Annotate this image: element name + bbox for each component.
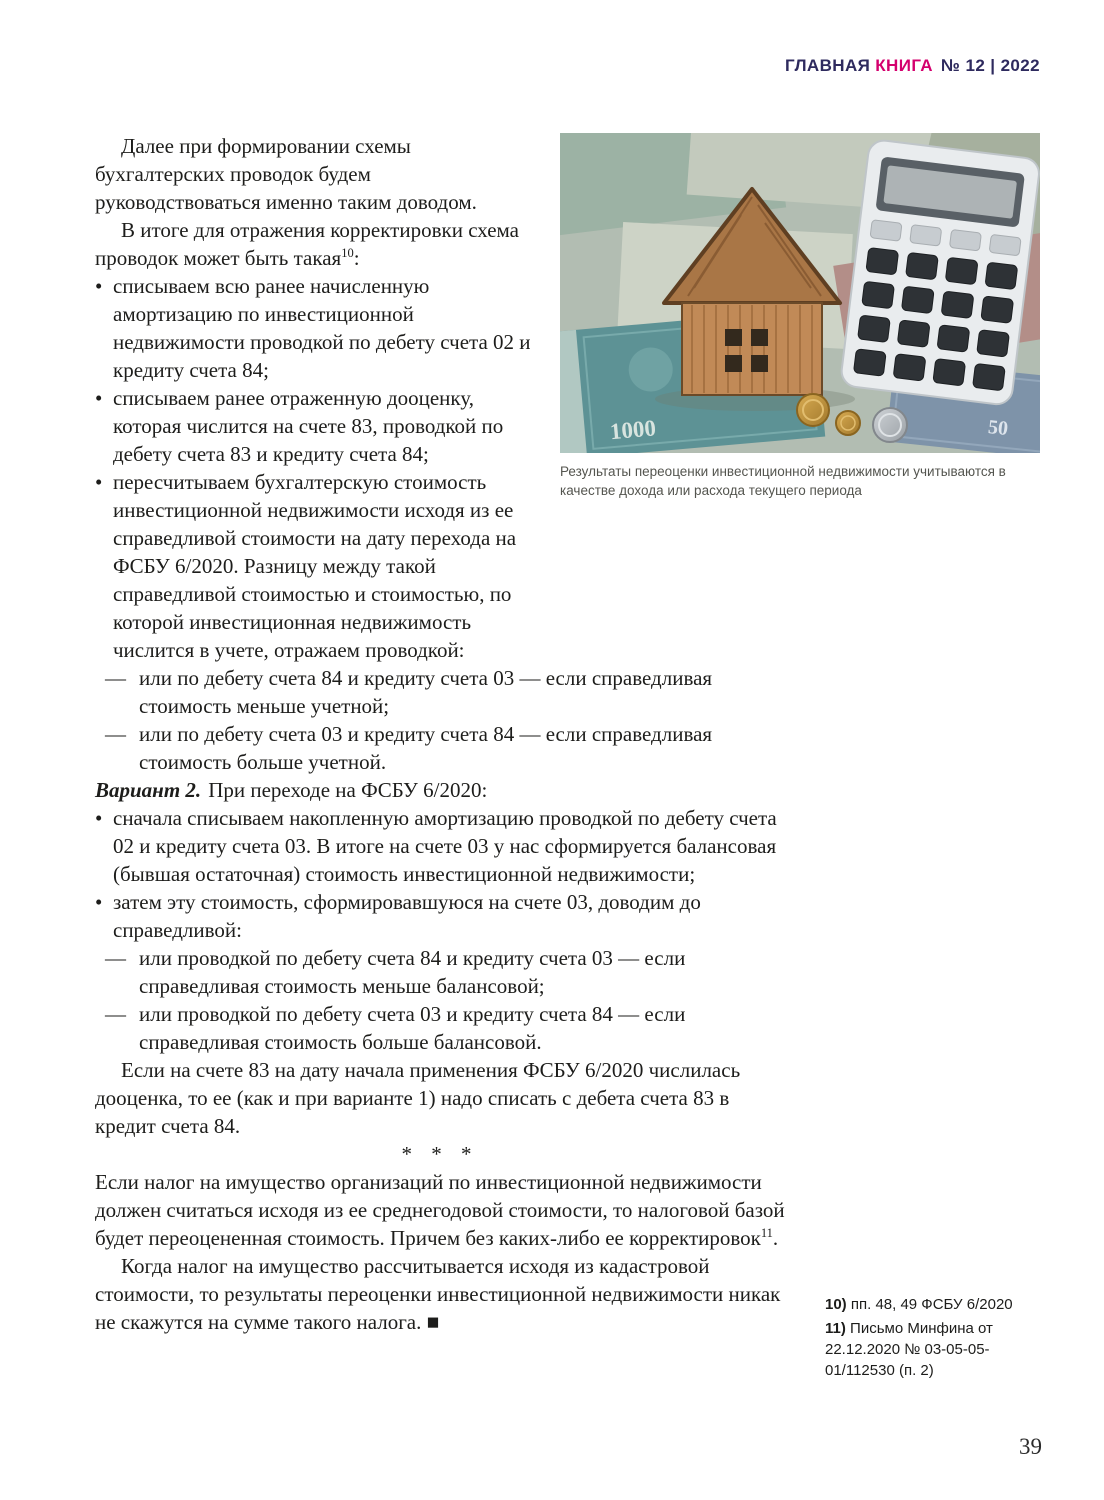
footnote-10 [825,1294,1025,1315]
dash-marker: — [105,722,126,746]
footnote-text: Письмо Минфина от 22.12.2020 № 03-05-05-01/112530 (п. 2) [825,1320,993,1379]
list-item-text: или проводкой по дебету счета 03 и кредиту счета 84 — если справедливая стоимость больше балансовой. [139,1002,686,1054]
photo-caption: Результаты переоценки инвестиционной недвижимости учитываются в качестве дохода или расхода текущего периода [560,464,1006,498]
list-item [95,804,785,888]
page-header [785,56,1040,76]
variant2-heading [95,776,785,804]
variant2-intro: При переходе на ФСБУ 6/2020: [208,778,488,802]
paragraph-closing-1 [95,1168,785,1252]
list-item-dash [95,944,785,1000]
calculator [840,139,1040,406]
issue-number: № 12 | 2022 [940,56,1040,75]
dash-marker: — [105,1002,126,1026]
list-item-text: списываем ранее отраженную дооценку, которая числится на счете 83, проводкой по дебету счета 83 и кредиту счета 84; [113,386,504,466]
footnotes [825,1294,1025,1384]
list-item [95,468,537,664]
paragraph-text: Если налог на имущество организаций по инвестиционной недвижимости должен считаться исходя из ее среднегодовой стоимости, то налоговой базой будет переоцененная стоимость. Причем без каких-либо ее корректировок [95,1170,785,1250]
list-item [95,888,785,944]
paragraph-closing-2: Когда налог на имущество рассчитывается исходя из кадастровой стоимости, то результаты переоценки инвестиционной недвижимости никак не скажутся на сумме такого налога. ■ [95,1254,781,1334]
dash-marker: — [105,666,126,690]
footnote-ref-10: 10 [341,246,354,260]
list-item-dash [95,720,785,776]
list-item [95,384,537,468]
page-number: 39 [1019,1434,1042,1459]
paragraph-punctuation: . [772,1226,779,1250]
paragraph-punctuation: : [353,246,360,270]
list-item-text: списываем всю ранее начисленную амортизацию по инвестиционной недвижимости проводкой по дебету счета 02 и кредиту счета 84; [113,274,531,382]
brand-kniga: КНИГА [875,56,933,75]
list-item-text: или по дебету счета 03 и кредиту счета 84 — если справедливая стоимость больше учетной. [139,722,713,774]
banknote-50-value: 50 [986,416,1010,441]
banknote-1000-value: 1000 [608,415,657,445]
bullet-marker: • [95,806,103,830]
bullet-marker: • [95,890,103,914]
paragraph-intro-1: Далее при формировании схемы бухгалтерских проводок будем руководствоваться именно таким доводом. [95,134,477,214]
list-item-text: или проводкой по дебету счета 84 и кредиту счета 03 — если справедливая стоимость меньше балансовой; [139,946,686,998]
footnote-number: 11) [825,1320,846,1337]
footnote-number: 10) [825,1296,847,1313]
dash-marker: — [105,946,126,970]
brand-glavnaya: ГЛАВНАЯ [784,56,871,75]
list-item-text: пересчитываем бухгалтерскую стоимость инвестиционной недвижимости исходя из ее справедливой стоимости на дату перехода на ФСБУ 6/2020. Разницу между такой справедливой стоимостью и стоимостью, по которой инвестиционная недвижимость числится в учете, отражаем проводкой: [113,470,517,662]
list-item-text: или по дебету счета 84 и кредиту счета 03 — если справедливая стоимость меньше учетной; [139,666,713,718]
list-item-dash [95,1000,785,1056]
paragraph-variant2-note: Если на счете 83 на дату начала применения ФСБУ 6/2020 числилась дооценка, то ее (как и при варианте 1) надо списать с дебета счета 83 в кредит счета 84. [95,1058,741,1138]
footnote-text: пп. 48, 49 ФСБУ 6/2020 [850,1296,1013,1313]
bullet-marker: • [95,470,103,494]
photo-wrap-spacer [537,132,785,536]
bullet-marker: • [95,274,103,298]
variant2-label: Вариант 2. [95,778,202,802]
article-body [95,132,785,1336]
section-separator: * * * [401,1142,479,1166]
footnote-11 [825,1318,1025,1381]
list-item-text: сначала списываем накопленную амортизацию проводкой по дебету счета 02 и кредиту счета 03. В итоге на счете 03 у нас сформируется балансовая (бывшая остаточная) стоимость инвестиционной недвижимости; [113,806,777,886]
list-item-text: затем эту стоимость, сформировавшуюся на счете 03, доводим до справедливой: [113,890,701,942]
paragraph-text: В итоге для отражения корректировки схема проводок может быть такая [95,218,520,270]
list-item-dash [95,664,785,720]
bullet-marker: • [95,386,103,410]
footnote-ref-11: 11 [760,1226,773,1240]
list-item [95,272,537,384]
